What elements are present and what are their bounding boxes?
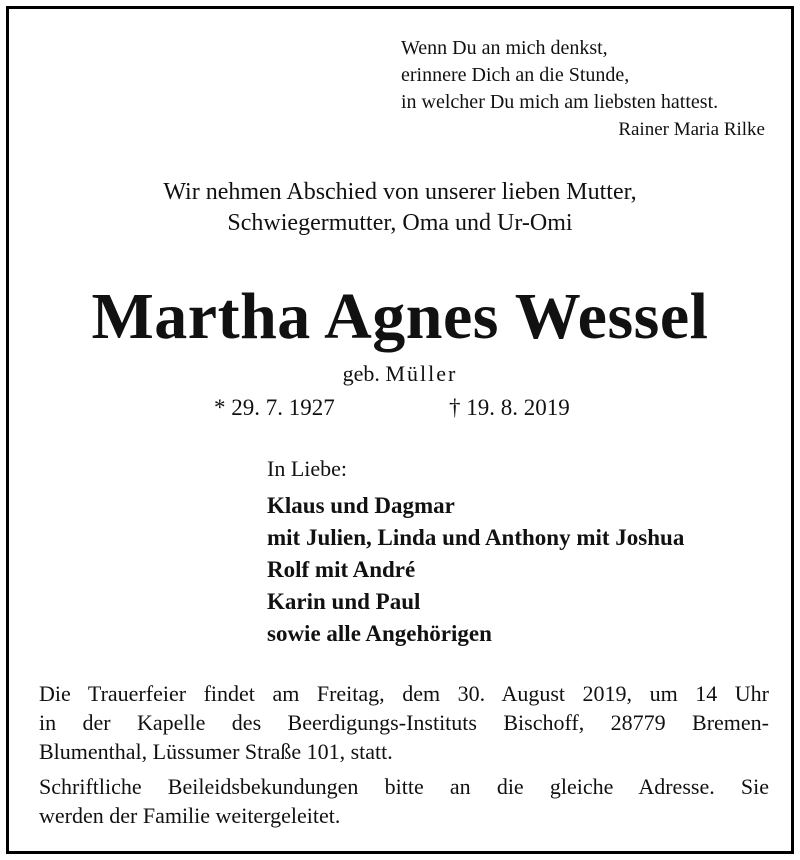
mourners-list xyxy=(267,490,684,650)
birth-date: * 29. 7. 1927 xyxy=(214,395,335,420)
birth-name-prefix: geb. xyxy=(342,361,380,386)
poem-author: Rainer Maria Rilke xyxy=(618,119,765,140)
funeral-ceremony-text xyxy=(39,679,769,766)
poem-quote xyxy=(401,35,718,116)
condolence-text xyxy=(39,772,769,830)
deceased-name: Martha Agnes Wessel xyxy=(91,280,709,353)
condolence-line: werden der Familie weitergeleitet. xyxy=(39,803,341,828)
mourner-line: sowie alle Angehörigen xyxy=(267,621,492,646)
poem-line: in welcher Du mich am liebsten hattest. xyxy=(401,91,719,113)
ceremony-line: Blumenthal, Lüssumer Straße 101, statt. xyxy=(39,739,393,764)
mourners-label: In Liebe: xyxy=(267,456,348,481)
birth-name-line xyxy=(9,361,791,387)
ceremony-line: Die Trauerfeier findet am Freitag, dem 30. August 2019, um 14 Uhr xyxy=(39,681,769,706)
condolence-line: Schriftliche Beileidsbekundungen bitte an die gleiche Adresse. Sie xyxy=(39,774,769,799)
ceremony-line: in der Kapelle des Beerdigungs-Instituts Bischoff, 28779 Bremen- xyxy=(39,710,769,735)
mourner-line: Klaus und Dagmar xyxy=(267,493,455,518)
poem-line: Wenn Du an mich denkst, xyxy=(401,37,608,59)
poem-line: erinnere Dich an die Stunde, xyxy=(401,64,630,86)
intro-line: Schwiegermutter, Oma und Ur-Omi xyxy=(227,210,573,236)
farewell-intro xyxy=(9,177,791,239)
intro-line: Wir nehmen Abschied von unserer lieben Mutter, xyxy=(163,179,637,205)
birth-name: Müller xyxy=(385,361,458,386)
death-date: † 19. 8. 2019 xyxy=(449,395,570,420)
mourner-line: Rolf mit André xyxy=(267,557,416,582)
mourner-line: mit Julien, Linda und Anthony mit Joshua xyxy=(267,525,685,550)
mourner-line: Karin und Paul xyxy=(267,589,421,614)
obituary-notice xyxy=(6,6,794,854)
